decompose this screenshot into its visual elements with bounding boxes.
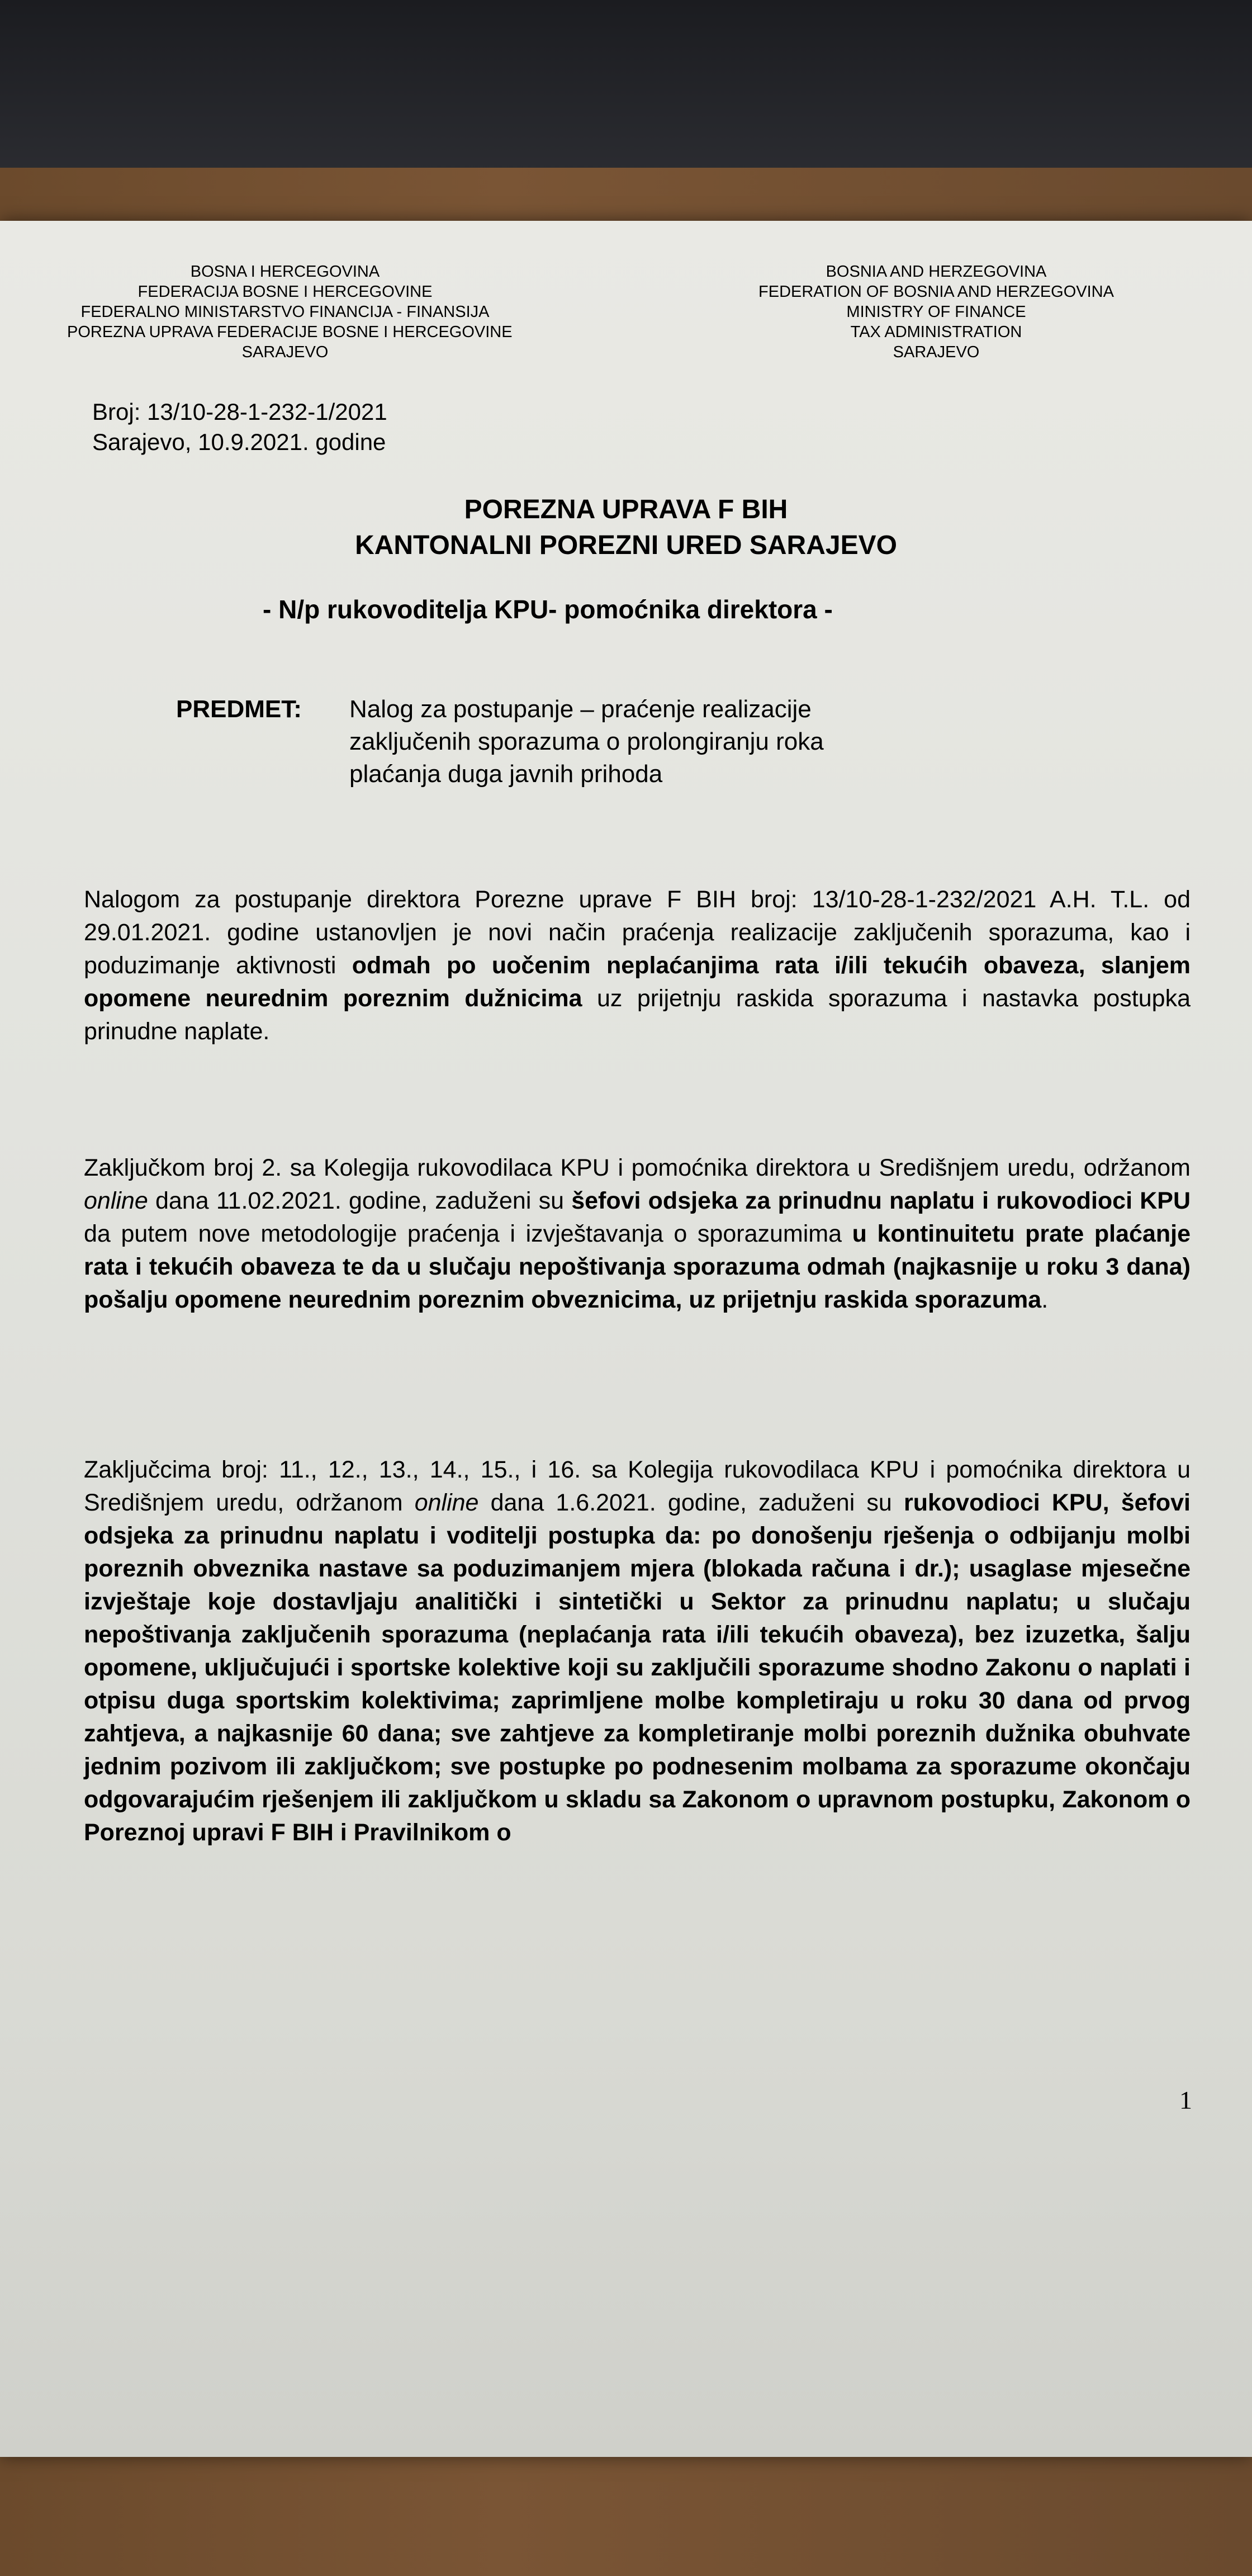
header-right-line: BOSNIA AND HERZEGOVINA xyxy=(826,263,1047,281)
paragraph-3 xyxy=(84,1453,1191,1849)
paragraph-text: Zaključcima broj: 11., 12., 13., 14., 15., i 16. sa Kolegija rukovodilaca KPU i pomoćnika direktora u Središnjem uredu, održanom xyxy=(84,1456,1191,1516)
subject-text xyxy=(349,693,1132,790)
paragraph-1 xyxy=(84,883,1191,1048)
addressee-line: POREZNA UPRAVA F BIH xyxy=(464,495,788,524)
header-right-line: TAX ADMINISTRATION xyxy=(850,323,1022,341)
subject-line: plaćanja duga javnih prihoda xyxy=(349,760,663,788)
header-right xyxy=(707,262,1165,362)
document-place-date: Sarajevo, 10.9.2021. godine xyxy=(92,429,386,455)
header-left-line: FEDERACIJA BOSNE I HERCEGOVINE xyxy=(137,283,433,301)
paragraph-text: uz prijetnju raskida sporazuma i nastavka postupka prinudne naplate. xyxy=(84,985,1191,1045)
paragraph-text: Nalogom za postupanje direktora Porezne uprave F BIH broj: 13/10-28-1-232/2021 A.H. T.L. od 29.01.2021. godine ustanovljen je novi način praćenja realizacije zaključenih sporazuma, kao i poduzimanje aktivnosti xyxy=(84,886,1191,979)
paragraph-bold: u kontinuitetu prate plaćanje rata i tekućih obaveza te da u slučaju nepoštivanja sporazuma odmah (najkasnije u roku 3 dana) pošalju opomene neurednim poreznim obveznicima, uz prijetnju raskida sporazuma xyxy=(84,1220,1191,1313)
paragraph-bold: šefovi odsjeka za prinudnu naplatu i rukovodioci KPU xyxy=(571,1187,1191,1214)
header-left-line: FEDERALNO MINISTARSTVO FINANCIJA - FINANSIJA xyxy=(80,303,490,321)
header-left-line: SARAJEVO xyxy=(241,343,329,361)
paragraph-text: da putem nove metodologije praćenja i izvještavanja o sporazumima xyxy=(84,1220,852,1247)
recipient-line: - N/p rukovoditelja KPU- pomoćnika direktora - xyxy=(263,595,833,624)
header-right-line: FEDERATION OF BOSNIA AND HERZEGOVINA xyxy=(758,283,1114,301)
paragraph-bold: rukovodioci KPU, šefovi odsjeka za prinudnu naplatu i voditelji postupka da: po donošenju rješenja o odbijanju molbi poreznih obveznika nastave sa poduzimanjem mjera (blokada računa i dr.); usaglase mjesečne izvještaje koje dostavljaju analitički i sintetički u Sektor za prinudnu naplatu; u slučaju nepoštivanja zaključenih sporazuma (neplaćanja rata i/ili tekućih obaveza), bez izuzetka, šalju opomene, uključujući i sportske kolektive koji su zaključili sporazume shodno Zakonu o naplati i otpisu duga sportskim kolektivima; zaprimljene molbe kompletiraju u roku 30 dana od prvog zahtjeva, a najkasnije 60 dana; sve zahtjeve za kompletiranje molbi poreznih dužnika obuhvate jednim pozivom ili zaključkom; sve postupke po podnesenim molbama za sporazume okončaju odgovarajućim rješenjem ili zaključkom u skladu sa Zakonom o upravnom postupku, Zakonom o Poreznoj upravi F BIH i Pravilnikom o xyxy=(84,1489,1191,1846)
paragraph-text: . xyxy=(1041,1286,1049,1313)
paragraph-bold: odmah po uočenim neplaćanjima rata i/ili tekućih obaveza, slanjem opomene neurednim poreznim dužnicima xyxy=(84,952,1191,1012)
subject-line: zaključenih sporazuma o prolongiranju roka xyxy=(349,728,824,755)
paragraph-text: dana 11.02.2021. godine, zaduženi su xyxy=(148,1187,572,1214)
header-left-line: BOSNA I HERCEGOVINA xyxy=(190,263,380,281)
paragraph-italic: online xyxy=(414,1489,479,1516)
paragraph-italic: online xyxy=(84,1187,148,1214)
addressee-line: KANTONALNI POREZNI URED SARAJEVO xyxy=(355,531,897,560)
addressee xyxy=(0,492,1252,564)
paragraph-text: dana 1.6.2021. godine, zaduženi su xyxy=(478,1489,904,1516)
page-number: 1 xyxy=(1179,2086,1192,2114)
document-meta xyxy=(92,397,387,457)
subject-line: Nalog za postupanje – praćenje realizacije xyxy=(349,695,812,723)
header-right-line: MINISTRY OF FINANCE xyxy=(846,303,1026,321)
document-number: Broj: 13/10-28-1-232-1/2021 xyxy=(92,399,387,425)
paragraph-2 xyxy=(84,1152,1191,1317)
header-right-line: SARAJEVO xyxy=(893,343,980,361)
paragraph-text: Zaključkom broj 2. sa Kolegija rukovodilaca KPU i pomoćnika direktora u Središnjem uredu, održanom xyxy=(84,1154,1191,1181)
header-left-line: POREZNA UPRAVA FEDERACIJE BOSNE I HERCEGOVINE xyxy=(67,323,513,341)
header-left xyxy=(67,262,513,362)
subject-label: PREDMET: xyxy=(176,695,302,723)
